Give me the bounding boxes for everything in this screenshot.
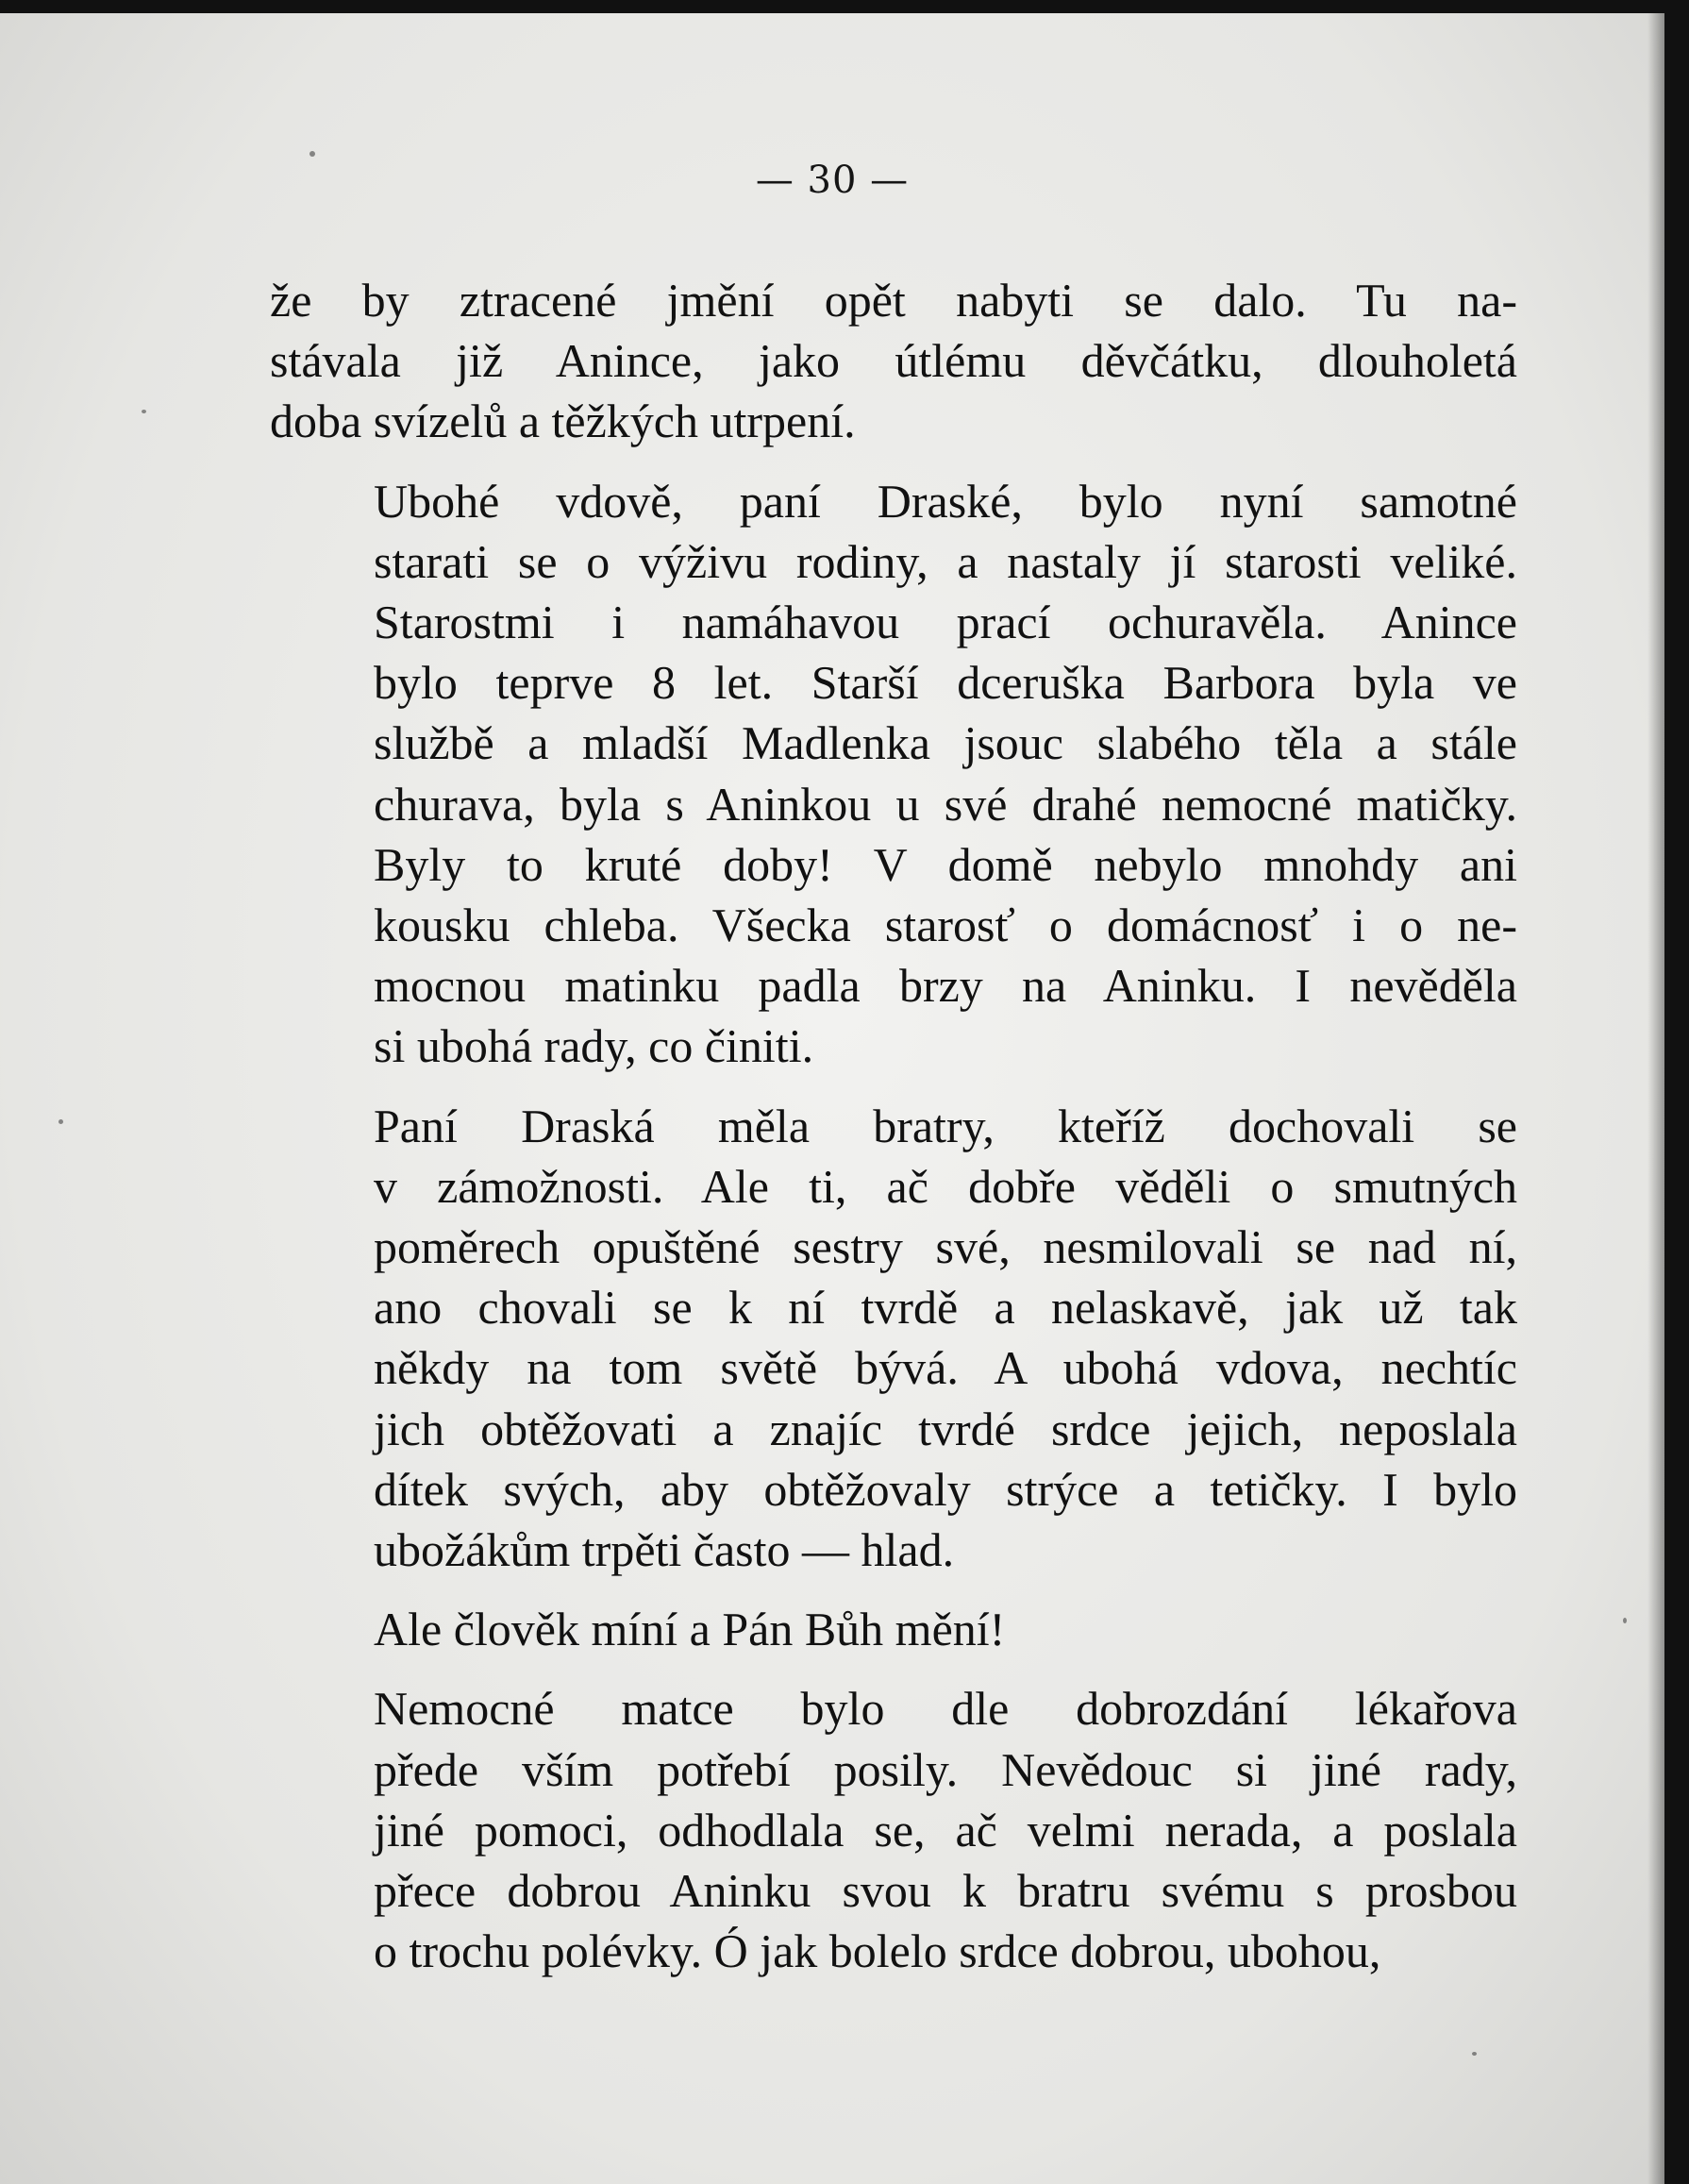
paragraph [270,270,1517,452]
paragraph [270,1599,1517,1659]
text-line: Starostmi i namáhavou prací ochuravěla. Anince [374,596,1517,649]
text-line: přede vším potřebí posily. Nevědouc si jiné rady, [374,1742,1517,1796]
paragraph [270,471,1517,1077]
scan-speck [1472,2052,1477,2056]
paragraph [270,1096,1517,1581]
page-number: — 30 — [755,159,910,202]
text-line: doba svízelů a těžkých utrpení. [270,395,856,448]
text-line: kousku chleba. Všecka starosť o domácnosť i o ne- [374,899,1517,952]
text-line: že by ztracené jmění opět nabyti se dalo. Tu na- [270,274,1517,327]
text-line: ubožákům trpěti často — hlad. [374,1523,955,1577]
text-line: v zámožnosti. Ale ti, ač dobře věděli o smutných [374,1159,1517,1213]
text-line: Paní Draská měla bratry, kteříž dochovali se [374,1099,1517,1152]
scan-speck [1623,1618,1627,1623]
text-line: jiné pomoci, odhodlala se, ač velmi nerada, a poslala [374,1803,1517,1856]
scan-speck [142,410,146,413]
text-line: Byly to kruté doby! V domě nebylo mnohdy ani [374,837,1517,891]
text-line: službě a mladší Madlenka jsouc slabého těla a stále [374,716,1517,770]
paragraph [270,1678,1517,1981]
body-text [270,270,1517,2000]
page-edge-shadow [1647,13,1664,2184]
text-line: ano chovali se k ní tvrdě a nelaskavě, jak už tak [374,1281,1517,1335]
text-line: starati se o výživu rodiny, a nastaly jí starosti veliké. [374,534,1517,588]
text-line: Ubohé vdově, paní Draské, bylo nyní samotné [374,474,1517,528]
paper-sheet [0,13,1664,2184]
text-line: dítek svých, aby obtěžovaly strýce a tetičky. I bylo [374,1462,1517,1516]
text-line: bylo teprve 8 let. Starší dceruška Barbora byla ve [374,656,1517,710]
text-line: mocnou matinku padla brzy na Aninku. I nevěděla [374,959,1517,1013]
text-line: churava, byla s Aninkou u své drahé nemocné matičky. [374,777,1517,831]
text-line: někdy na tom světě bývá. A ubohá vdova, nechtíc [374,1341,1517,1395]
scan-speck [309,151,315,157]
text-line: jich obtěžovati a znajíc tvrdé srdce jejich, neposlala [374,1402,1517,1455]
text-line: Ale člověk míní a Pán Bůh mění! [374,1603,1006,1656]
text-line: přece dobrou Aninku svou k bratru svému s prosbou [374,1864,1517,1918]
text-line: stávala již Anince, jako útlému děvčátku, dlouholetá [270,334,1517,388]
scan-speck [59,1119,63,1124]
text-line: poměrech opuštěné sestry své, nesmilovali se nad ní, [374,1220,1517,1274]
text-line: si ubohá rady, co činiti. [374,1019,814,1073]
text-line: Nemocné matce bylo dle dobrozdání lékařova [374,1682,1517,1736]
text-line: o trochu polévky. Ó jak bolelo srdce dobrou, ubohou, [374,1924,1381,1978]
